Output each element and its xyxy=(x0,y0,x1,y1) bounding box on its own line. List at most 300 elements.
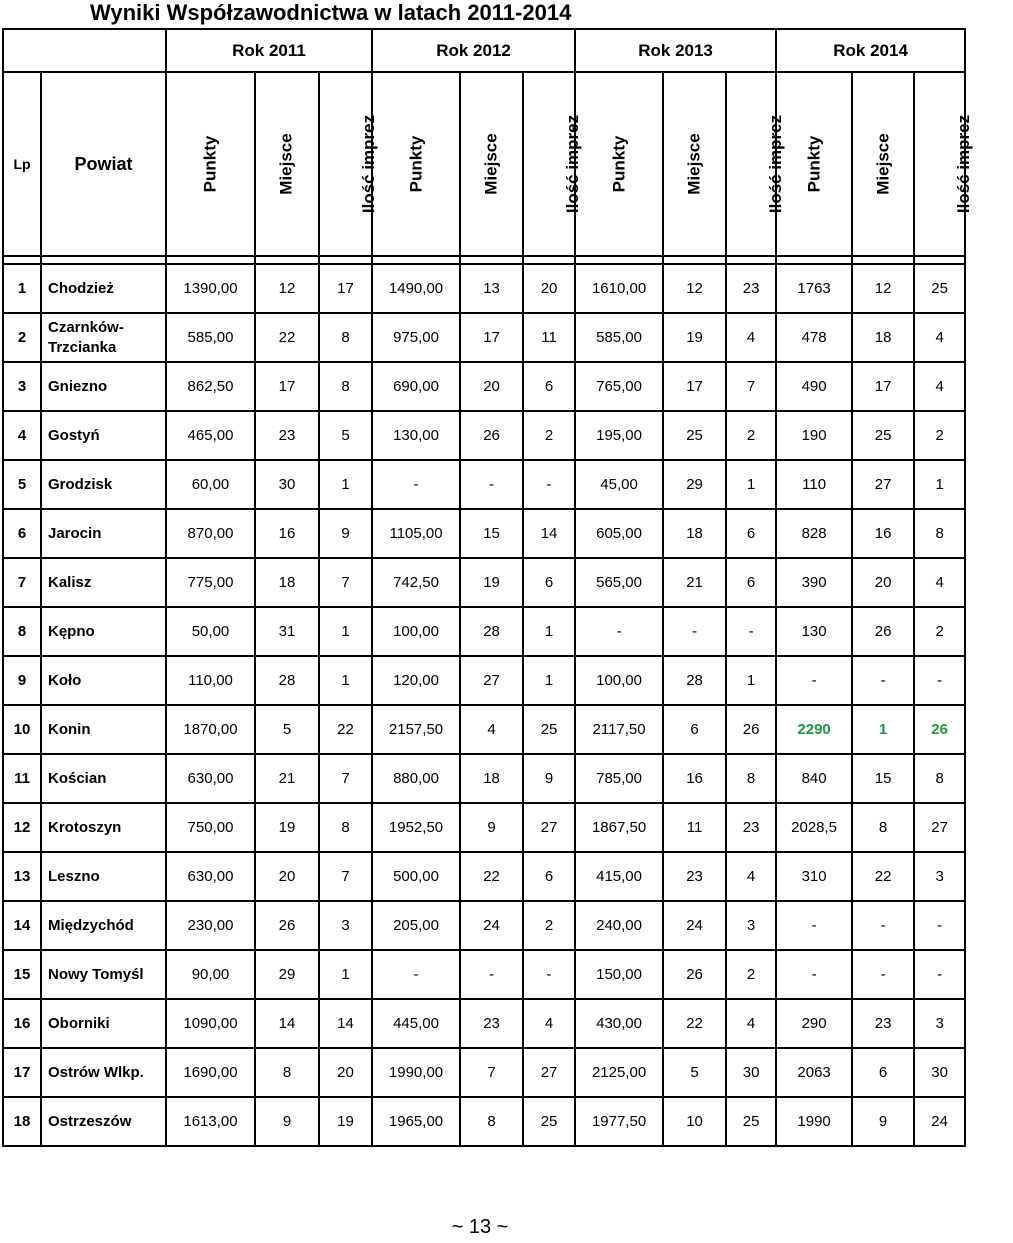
value-cell: - xyxy=(460,460,523,509)
value-cell: 2 xyxy=(914,411,965,460)
value-cell: 9 xyxy=(852,1097,914,1146)
table-row xyxy=(3,901,965,950)
value-cell: 11 xyxy=(663,803,726,852)
value-cell: 18 xyxy=(852,313,914,362)
value-cell: 1763 xyxy=(776,264,852,313)
value-cell: 29 xyxy=(255,950,319,999)
value-cell: 4 xyxy=(914,558,965,607)
value-cell: 6 xyxy=(523,852,575,901)
value-cell: 1390,00 xyxy=(166,264,255,313)
row-number: 5 xyxy=(3,460,41,509)
col-header-punkty xyxy=(575,72,663,256)
value-cell: 785,00 xyxy=(575,754,663,803)
table-body xyxy=(3,264,965,1146)
row-number: 6 xyxy=(3,509,41,558)
row-number: 4 xyxy=(3,411,41,460)
value-cell: 4 xyxy=(460,705,523,754)
value-cell: 17 xyxy=(852,362,914,411)
col-header-imprezy xyxy=(726,72,786,256)
value-cell: 565,00 xyxy=(575,558,663,607)
value-cell: 13 xyxy=(460,264,523,313)
value-cell: 8 xyxy=(460,1097,523,1146)
value-cell: - xyxy=(523,950,575,999)
value-cell: - xyxy=(852,656,914,705)
value-cell: - xyxy=(776,950,852,999)
value-cell: 20 xyxy=(319,1048,372,1097)
table-row xyxy=(3,754,965,803)
value-cell: 1690,00 xyxy=(166,1048,255,1097)
value-cell: 21 xyxy=(255,754,319,803)
value-cell: 110 xyxy=(776,460,852,509)
row-number: 14 xyxy=(3,901,41,950)
value-cell: 110,00 xyxy=(166,656,255,705)
powiat-name: Gniezno xyxy=(41,362,166,411)
value-cell: 5 xyxy=(663,1048,726,1097)
value-cell: 1 xyxy=(319,656,372,705)
col-header-miejsce-label: Miejsce xyxy=(873,133,893,195)
value-cell: 1490,00 xyxy=(372,264,460,313)
value-cell: 27 xyxy=(460,656,523,705)
value-cell: 130 xyxy=(776,607,852,656)
value-cell: 25 xyxy=(726,1097,776,1146)
value-cell: 2063 xyxy=(776,1048,852,1097)
value-cell: - xyxy=(776,656,852,705)
row-number: 2 xyxy=(3,313,41,362)
value-cell: 9 xyxy=(255,1097,319,1146)
value-cell: 2290 xyxy=(776,705,852,754)
value-cell: 19 xyxy=(319,1097,372,1146)
value-cell: 585,00 xyxy=(166,313,255,362)
value-cell: 1610,00 xyxy=(575,264,663,313)
value-cell: 20 xyxy=(852,558,914,607)
value-cell: 30 xyxy=(914,1048,965,1097)
value-cell: 21 xyxy=(663,558,726,607)
value-cell: 23 xyxy=(726,803,776,852)
value-cell: 22 xyxy=(852,852,914,901)
powiat-name: Koło xyxy=(41,656,166,705)
value-cell: 2 xyxy=(726,411,776,460)
value-cell: 6 xyxy=(852,1048,914,1097)
value-cell: 1952,50 xyxy=(372,803,460,852)
value-cell: 2 xyxy=(523,411,575,460)
value-cell: 1090,00 xyxy=(166,999,255,1048)
value-cell: 50,00 xyxy=(166,607,255,656)
value-cell: 9 xyxy=(319,509,372,558)
value-cell: 2125,00 xyxy=(575,1048,663,1097)
table-row xyxy=(3,411,965,460)
row-number: 11 xyxy=(3,754,41,803)
col-header-miejsce xyxy=(852,72,914,256)
value-cell: 8 xyxy=(914,509,965,558)
value-cell: 6 xyxy=(726,509,776,558)
year-header-row xyxy=(3,29,965,72)
value-cell: 195,00 xyxy=(575,411,663,460)
row-number: 16 xyxy=(3,999,41,1048)
col-header-punkty-label: Punkty xyxy=(200,135,220,193)
value-cell: 390 xyxy=(776,558,852,607)
value-cell: - xyxy=(372,950,460,999)
value-cell: 230,00 xyxy=(166,901,255,950)
value-cell: 12 xyxy=(663,264,726,313)
value-cell: 8 xyxy=(726,754,776,803)
value-cell: 27 xyxy=(852,460,914,509)
lp-header: Lp xyxy=(3,72,41,256)
value-cell: 16 xyxy=(255,509,319,558)
value-cell: 1 xyxy=(914,460,965,509)
value-cell: 26 xyxy=(663,950,726,999)
value-cell: 25 xyxy=(914,264,965,313)
value-cell: 6 xyxy=(523,362,575,411)
value-cell: 23 xyxy=(460,999,523,1048)
value-cell: 3 xyxy=(914,852,965,901)
table-row xyxy=(3,558,965,607)
value-cell: 18 xyxy=(460,754,523,803)
value-cell: 430,00 xyxy=(575,999,663,1048)
col-header-imprezy xyxy=(319,72,379,256)
value-cell: 130,00 xyxy=(372,411,460,460)
row-number: 8 xyxy=(3,607,41,656)
table-row xyxy=(3,509,965,558)
value-cell: 862,50 xyxy=(166,362,255,411)
powiat-name: Kępno xyxy=(41,607,166,656)
value-cell: 500,00 xyxy=(372,852,460,901)
row-number: 15 xyxy=(3,950,41,999)
value-cell: 23 xyxy=(852,999,914,1048)
col-header-punkty-label: Punkty xyxy=(609,135,629,193)
value-cell: 7 xyxy=(319,754,372,803)
table-row xyxy=(3,1097,965,1146)
value-cell: 750,00 xyxy=(166,803,255,852)
row-number: 12 xyxy=(3,803,41,852)
col-header-miejsce xyxy=(460,72,523,256)
value-cell: 18 xyxy=(663,509,726,558)
value-cell: 24 xyxy=(914,1097,965,1146)
value-cell: 27 xyxy=(523,803,575,852)
value-cell: 4 xyxy=(914,313,965,362)
value-cell: 1 xyxy=(523,656,575,705)
value-cell: 30 xyxy=(726,1048,776,1097)
value-cell: 445,00 xyxy=(372,999,460,1048)
value-cell: 5 xyxy=(255,705,319,754)
col-header-imprezy-label: Ilość imprez xyxy=(563,114,583,214)
value-cell: 4 xyxy=(726,313,776,362)
year-2012-header: Rok 2012 xyxy=(372,29,575,72)
row-number: 10 xyxy=(3,705,41,754)
value-cell: 490 xyxy=(776,362,852,411)
value-cell: 1990 xyxy=(776,1097,852,1146)
value-cell: 742,50 xyxy=(372,558,460,607)
value-cell: 24 xyxy=(460,901,523,950)
value-cell: 1105,00 xyxy=(372,509,460,558)
value-cell: 880,00 xyxy=(372,754,460,803)
value-cell: 16 xyxy=(852,509,914,558)
value-cell: 605,00 xyxy=(575,509,663,558)
value-cell: 310 xyxy=(776,852,852,901)
value-cell: 29 xyxy=(663,460,726,509)
value-cell: 90,00 xyxy=(166,950,255,999)
value-cell: 1 xyxy=(523,607,575,656)
value-cell: - xyxy=(372,460,460,509)
value-cell: 28 xyxy=(255,656,319,705)
table-row xyxy=(3,950,965,999)
powiat-name: Gostyń xyxy=(41,411,166,460)
value-cell: 9 xyxy=(460,803,523,852)
table-row xyxy=(3,852,965,901)
value-cell: 26 xyxy=(255,901,319,950)
value-cell: - xyxy=(852,950,914,999)
col-header-imprezy xyxy=(523,72,583,256)
value-cell: 22 xyxy=(663,999,726,1048)
col-header-punkty xyxy=(166,72,255,256)
row-number: 18 xyxy=(3,1097,41,1146)
value-cell: 478 xyxy=(776,313,852,362)
col-header-miejsce xyxy=(255,72,319,256)
row-number: 17 xyxy=(3,1048,41,1097)
value-cell: 2117,50 xyxy=(575,705,663,754)
powiat-name: Grodzisk xyxy=(41,460,166,509)
corner-cell xyxy=(3,29,166,72)
value-cell: 1 xyxy=(852,705,914,754)
year-2014-header: Rok 2014 xyxy=(776,29,965,72)
value-cell: - xyxy=(776,901,852,950)
page-title: Wyniki Współzawodnictwa w latach 2011-2014 xyxy=(90,0,572,25)
value-cell: 2 xyxy=(523,901,575,950)
value-cell: 22 xyxy=(255,313,319,362)
value-cell: 1 xyxy=(319,607,372,656)
powiat-name: Konin xyxy=(41,705,166,754)
value-cell: 1 xyxy=(726,460,776,509)
col-header-punkty-label: Punkty xyxy=(804,135,824,193)
col-header-miejsce-label: Miejsce xyxy=(481,133,501,195)
value-cell: 7 xyxy=(726,362,776,411)
value-cell: 100,00 xyxy=(372,607,460,656)
value-cell: 25 xyxy=(663,411,726,460)
value-cell: 31 xyxy=(255,607,319,656)
value-cell: - xyxy=(523,460,575,509)
value-cell: 12 xyxy=(852,264,914,313)
value-cell: 1977,50 xyxy=(575,1097,663,1146)
value-cell: 12 xyxy=(255,264,319,313)
powiat-name: Leszno xyxy=(41,852,166,901)
powiat-name: Międzychód xyxy=(41,901,166,950)
value-cell: 14 xyxy=(523,509,575,558)
value-cell: 1613,00 xyxy=(166,1097,255,1146)
year-2013-header: Rok 2013 xyxy=(575,29,776,72)
value-cell: 24 xyxy=(663,901,726,950)
results-table xyxy=(2,28,974,1147)
powiat-name: Nowy Tomyśl xyxy=(41,950,166,999)
value-cell: 8 xyxy=(914,754,965,803)
value-cell: 240,00 xyxy=(575,901,663,950)
value-cell: 19 xyxy=(460,558,523,607)
table-row xyxy=(3,313,965,362)
powiat-name: Ostrów Wlkp. xyxy=(41,1048,166,1097)
table-row xyxy=(3,264,965,313)
value-cell: 4 xyxy=(523,999,575,1048)
value-cell: 4 xyxy=(914,362,965,411)
powiat-name: Kościan xyxy=(41,754,166,803)
powiat-name: Kalisz xyxy=(41,558,166,607)
value-cell: 190 xyxy=(776,411,852,460)
col-header-punkty xyxy=(372,72,460,256)
table-row xyxy=(3,999,965,1048)
value-cell: 4 xyxy=(726,852,776,901)
value-cell: 25 xyxy=(852,411,914,460)
col-header-imprezy-label: Ilość imprez xyxy=(359,114,379,214)
value-cell: 6 xyxy=(523,558,575,607)
value-cell: 22 xyxy=(460,852,523,901)
powiat-name: Czarnków- Trzcianka xyxy=(41,313,166,362)
col-header-miejsce-label: Miejsce xyxy=(684,133,704,195)
value-cell: 3 xyxy=(319,901,372,950)
powiat-name: Chodzież xyxy=(41,264,166,313)
value-cell: 20 xyxy=(523,264,575,313)
value-cell: 2028,5 xyxy=(776,803,852,852)
col-header-miejsce xyxy=(663,72,726,256)
powiat-name: Oborniki xyxy=(41,999,166,1048)
value-cell: 840 xyxy=(776,754,852,803)
value-cell: 26 xyxy=(852,607,914,656)
value-cell: - xyxy=(575,607,663,656)
powiat-name: Krotoszyn xyxy=(41,803,166,852)
value-cell: 1 xyxy=(319,460,372,509)
value-cell: 4 xyxy=(726,999,776,1048)
value-cell: 1 xyxy=(319,950,372,999)
col-header-punkty-label: Punkty xyxy=(406,135,426,193)
value-cell: 19 xyxy=(255,803,319,852)
value-cell: 1 xyxy=(726,656,776,705)
value-cell: 17 xyxy=(255,362,319,411)
value-cell: 8 xyxy=(319,803,372,852)
value-cell: 6 xyxy=(663,705,726,754)
value-cell: 415,00 xyxy=(575,852,663,901)
value-cell: 26 xyxy=(460,411,523,460)
powiat-name: Ostrzeszów xyxy=(41,1097,166,1146)
value-cell: 17 xyxy=(319,264,372,313)
value-cell: - xyxy=(460,950,523,999)
value-cell: 1870,00 xyxy=(166,705,255,754)
table-row xyxy=(3,362,965,411)
value-cell: 775,00 xyxy=(166,558,255,607)
value-cell: 6 xyxy=(726,558,776,607)
value-cell: - xyxy=(914,950,965,999)
value-cell: 17 xyxy=(663,362,726,411)
table-row xyxy=(3,607,965,656)
value-cell: 45,00 xyxy=(575,460,663,509)
value-cell: 870,00 xyxy=(166,509,255,558)
value-cell: 26 xyxy=(914,705,965,754)
value-cell: 100,00 xyxy=(575,656,663,705)
value-cell: 7 xyxy=(460,1048,523,1097)
value-cell: 27 xyxy=(523,1048,575,1097)
column-header-row xyxy=(3,72,965,256)
value-cell: 17 xyxy=(460,313,523,362)
value-cell: 120,00 xyxy=(372,656,460,705)
value-cell: 8 xyxy=(255,1048,319,1097)
value-cell: 20 xyxy=(460,362,523,411)
value-cell: 7 xyxy=(319,558,372,607)
value-cell: 765,00 xyxy=(575,362,663,411)
value-cell: 14 xyxy=(255,999,319,1048)
powiat-header: Powiat xyxy=(41,72,166,256)
value-cell: 1965,00 xyxy=(372,1097,460,1146)
table-row xyxy=(3,803,965,852)
value-cell: - xyxy=(663,607,726,656)
value-cell: 7 xyxy=(319,852,372,901)
col-header-imprezy xyxy=(914,72,974,256)
value-cell: 630,00 xyxy=(166,852,255,901)
table-row xyxy=(3,656,965,705)
row-number: 1 xyxy=(3,264,41,313)
value-cell: 205,00 xyxy=(372,901,460,950)
year-2011-header: Rok 2011 xyxy=(166,29,372,72)
value-cell: 28 xyxy=(460,607,523,656)
value-cell: 5 xyxy=(319,411,372,460)
value-cell: 1990,00 xyxy=(372,1048,460,1097)
value-cell: 23 xyxy=(663,852,726,901)
value-cell: 465,00 xyxy=(166,411,255,460)
value-cell: 10 xyxy=(663,1097,726,1146)
value-cell: 11 xyxy=(523,313,575,362)
value-cell: - xyxy=(914,901,965,950)
value-cell: 25 xyxy=(523,705,575,754)
value-cell: - xyxy=(852,901,914,950)
value-cell: 18 xyxy=(255,558,319,607)
value-cell: 15 xyxy=(852,754,914,803)
row-number: 7 xyxy=(3,558,41,607)
powiat-name: Jarocin xyxy=(41,509,166,558)
value-cell: 150,00 xyxy=(575,950,663,999)
value-cell: 2 xyxy=(726,950,776,999)
value-cell: 3 xyxy=(726,901,776,950)
value-cell: 2157,50 xyxy=(372,705,460,754)
value-cell: 25 xyxy=(523,1097,575,1146)
col-header-imprezy-label: Ilość imprez xyxy=(766,114,786,214)
value-cell: 585,00 xyxy=(575,313,663,362)
value-cell: 690,00 xyxy=(372,362,460,411)
value-cell: 19 xyxy=(663,313,726,362)
value-cell: - xyxy=(726,607,776,656)
value-cell: 15 xyxy=(460,509,523,558)
value-cell: 1867,50 xyxy=(575,803,663,852)
value-cell: 16 xyxy=(663,754,726,803)
value-cell: 27 xyxy=(914,803,965,852)
page-number: ~ 13 ~ xyxy=(451,1216,509,1238)
col-header-imprezy-label: Ilość imprez xyxy=(954,114,974,214)
row-number: 13 xyxy=(3,852,41,901)
value-cell: 3 xyxy=(914,999,965,1048)
value-cell: 23 xyxy=(255,411,319,460)
value-cell: 8 xyxy=(852,803,914,852)
value-cell: 60,00 xyxy=(166,460,255,509)
value-cell: 290 xyxy=(776,999,852,1048)
value-cell: 975,00 xyxy=(372,313,460,362)
value-cell: 630,00 xyxy=(166,754,255,803)
value-cell: 9 xyxy=(523,754,575,803)
table-row xyxy=(3,1048,965,1097)
value-cell: 30 xyxy=(255,460,319,509)
value-cell: 28 xyxy=(663,656,726,705)
col-header-miejsce-label: Miejsce xyxy=(277,133,296,195)
value-cell: 23 xyxy=(726,264,776,313)
col-header-punkty xyxy=(776,72,852,256)
table-row xyxy=(3,705,965,754)
row-number: 9 xyxy=(3,656,41,705)
table-row xyxy=(3,460,965,509)
row-number: 3 xyxy=(3,362,41,411)
value-cell: 8 xyxy=(319,313,372,362)
value-cell: 8 xyxy=(319,362,372,411)
